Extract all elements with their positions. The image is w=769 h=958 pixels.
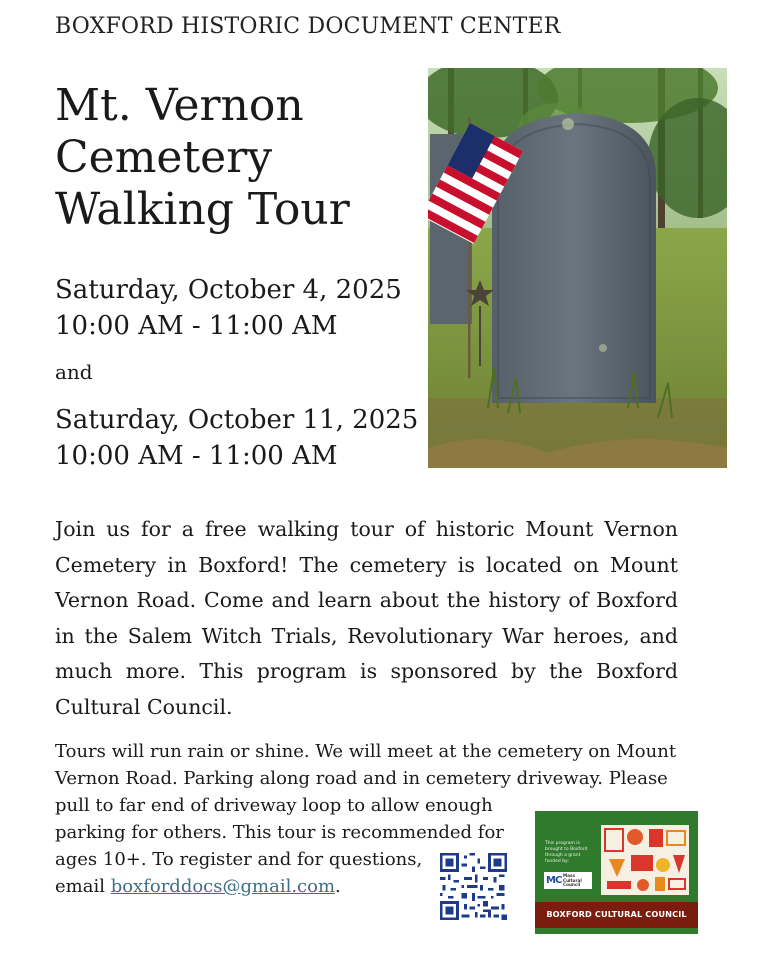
sponsor-label-bar [535, 902, 698, 928]
date-2 [55, 402, 418, 474]
mcc-logo-text: Mass Cultural Council [563, 873, 582, 888]
mass-cultural-council-logo [544, 872, 592, 889]
date-2-time: 10:00 AM - 11:00 AM [55, 441, 338, 471]
email-link[interactable]: boxforddocs@gmail.com [110, 876, 336, 897]
date-connector: and [55, 360, 93, 384]
sponsor-grant-text: This program is brought to Boxford through a grant funded by: [545, 841, 588, 864]
event-description: Join us for a free walking tour of historic Mount Vernon Cemetery in Boxford! The cemetery is located on Mount Vernon Road. Come and learn about the history of Boxford in the Salem Witch Trials, Revolutionary War heroes, and much more. This program is sponsored by the Boxford Cultural Council. [55, 517, 678, 719]
gravestone-photo [428, 68, 727, 468]
details-line-2-text: pull to far end of driveway loop to allow enough parking for others. This tour is recommended for ages 10+. To register and for questions, [55, 795, 504, 870]
details-line-1: Tours will run rain or shine. We will meet at the cemetery on Mount Vernon Road. Parking along road and in cemetery driveway. Please [55, 741, 677, 789]
date-1-time: 10:00 AM - 11:00 AM [55, 311, 338, 341]
qr-code[interactable] [440, 853, 507, 920]
sponsor-label: BOXFORD CULTURAL COUNCIL [546, 909, 687, 919]
mcc-logo-mark: MC [546, 875, 562, 886]
email-suffix: . [335, 876, 341, 897]
arts-collage-icon [601, 825, 689, 895]
date-2-day: Saturday, October 11, 2025 [55, 405, 419, 435]
details-line-2 [55, 792, 505, 900]
event-title: Mt. Vernon Cemetery Walking Tour [55, 80, 350, 235]
date-1 [55, 272, 402, 344]
sponsor-badge [535, 811, 698, 934]
date-1-day: Saturday, October 4, 2025 [55, 275, 402, 305]
organization-header: BOXFORD HISTORIC DOCUMENT CENTER [55, 14, 561, 39]
email-prefix: email [55, 876, 111, 897]
